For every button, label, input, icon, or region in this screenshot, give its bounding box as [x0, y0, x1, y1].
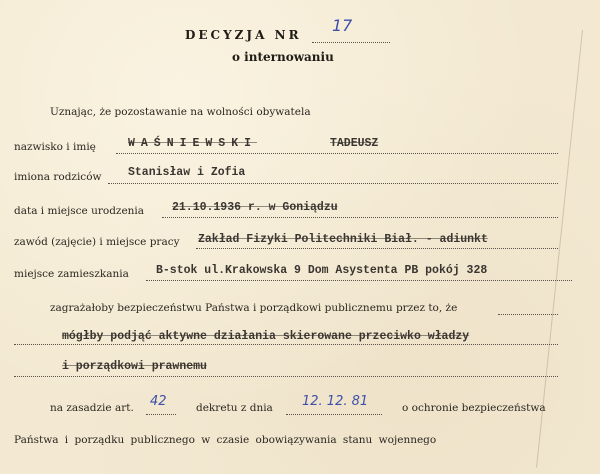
- work-line: [196, 248, 558, 249]
- residence-label: miejsce zamieszkania: [14, 268, 129, 280]
- residence-line: [146, 280, 572, 281]
- birth-label: data i miejsce urodzenia: [14, 205, 145, 217]
- threat-text: zagrażałoby bezpieczeństwu Państwa i porządkowi publicznemu przez to, że: [50, 302, 458, 314]
- reason-line-1: [14, 344, 558, 345]
- birth-line: [162, 217, 558, 218]
- reason-value-1: mógłby podjąć aktywne działania skierowane przeciwko władzy: [62, 330, 470, 343]
- name-label: nazwisko i imię: [14, 141, 96, 153]
- parents-line: [108, 183, 558, 184]
- decree-date: 12. 12. 81: [302, 394, 369, 409]
- decree-label: dekretu z dnia: [196, 402, 273, 414]
- surname-value: WAŚNIEWSKI: [128, 137, 258, 150]
- article-number: 42: [150, 394, 167, 409]
- parents-value: Stanisław i Zofia: [128, 166, 246, 179]
- reason-line-2: [14, 376, 558, 377]
- document-subtitle: o internowaniu: [232, 50, 334, 64]
- residence-value: B-stok ul.Krakowska 9 Dom Asystenta PB pokój 328: [156, 264, 488, 277]
- basis-suffix: o ochronie bezpieczeństwa: [402, 402, 546, 414]
- first-name-value: TADEUSZ: [330, 137, 379, 150]
- article-line: [146, 414, 176, 415]
- work-label: zawód (zajęcie) i miejsce pracy: [14, 236, 180, 248]
- name-line: [116, 153, 558, 154]
- intro-text: Uznając, że pozostawanie na wolności obywatela: [50, 106, 311, 118]
- number-line: [312, 42, 390, 43]
- decree-date-line: [286, 414, 382, 415]
- birth-value: 21.10.1936 r. w Goniądzu: [172, 201, 338, 214]
- closing-text: Państwa i porządku publicznego w czasie obowiązywania stanu wojennego: [14, 434, 437, 446]
- document-title: DECYZJA NR: [185, 28, 302, 42]
- reason-value-2: i porządkowi prawnemu: [62, 360, 207, 373]
- basis-prefix: na zasadzie art.: [50, 402, 134, 414]
- threat-line: [498, 314, 558, 315]
- decision-number: 17: [332, 16, 353, 35]
- parents-label: imiona rodziców: [14, 171, 102, 183]
- work-value: Zakład Fizyki Politechniki Biał. - adiunkt: [198, 233, 488, 246]
